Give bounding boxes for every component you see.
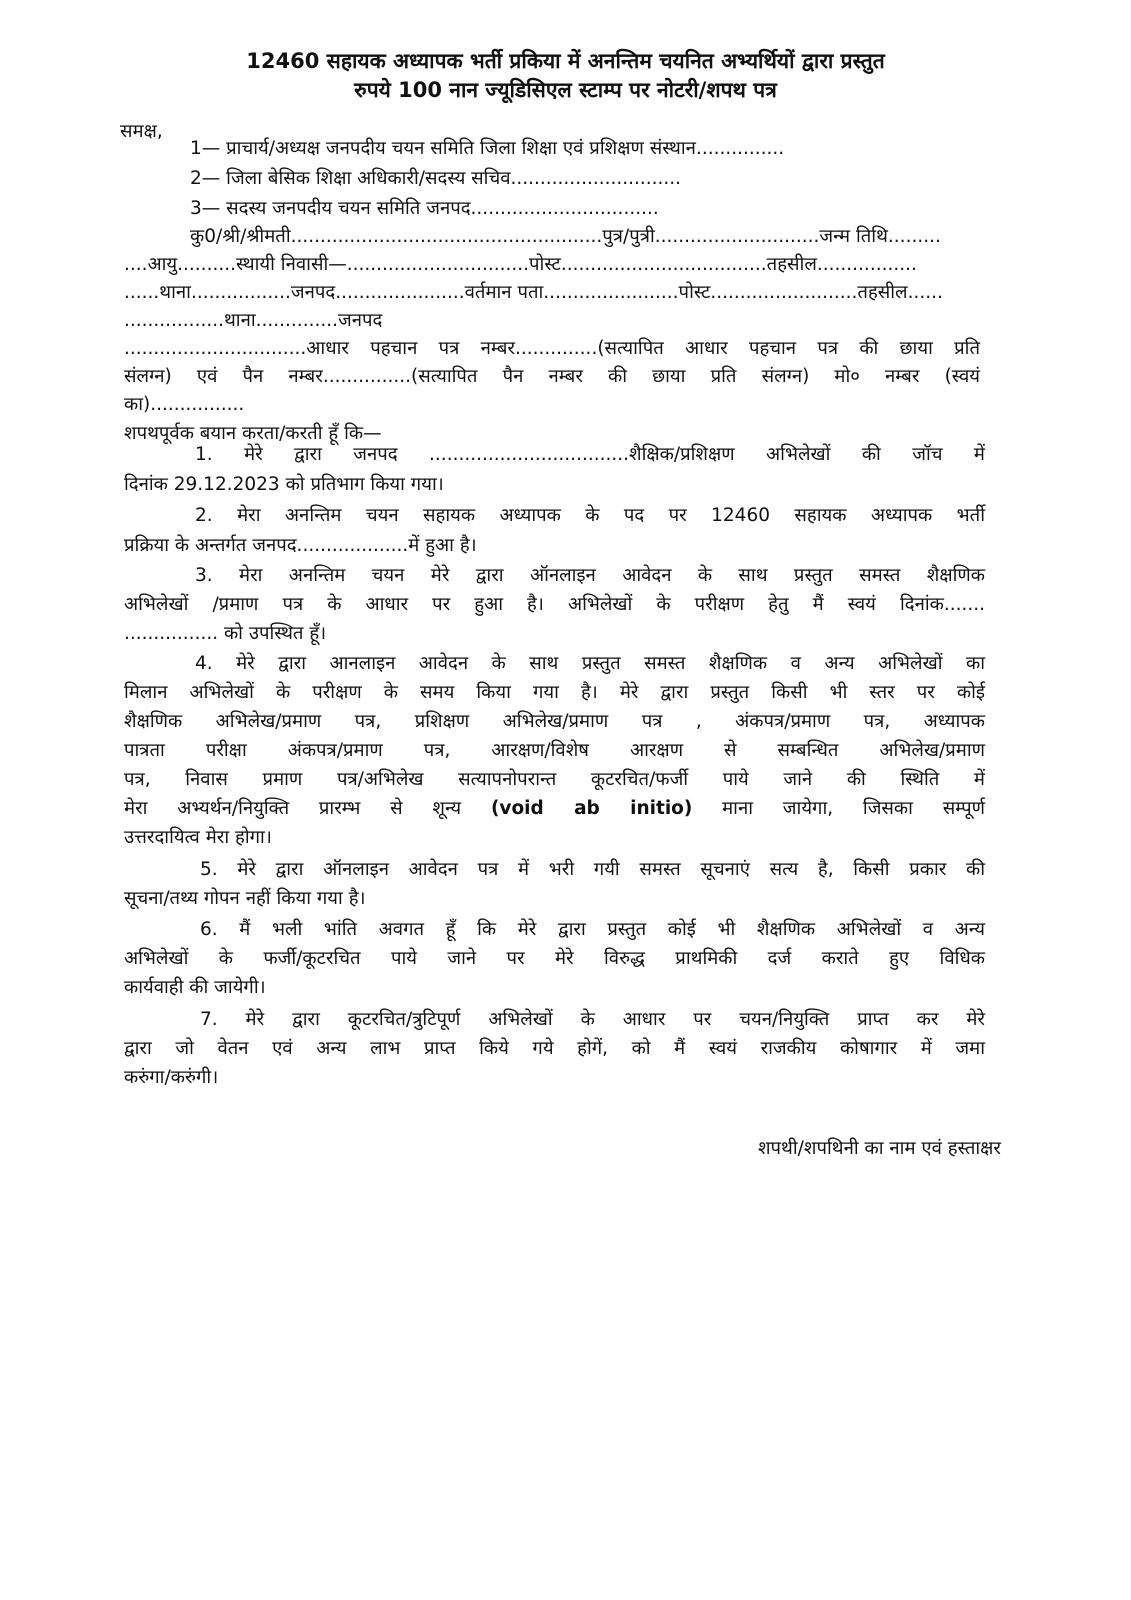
- para-2-line-1: 2. मेरा अनन्तिम चयन सहायक अध्यापक के पद पर 12460 सहायक अध्यापक भर्ती: [195, 505, 985, 526]
- para-1-line-1: 1. मेरे द्वारा जनपद ..................................शैक्षिक/प्रशिक्षण अभिलेखों की जॉच में: [195, 444, 985, 465]
- oath-intro: शपथपूर्वक बयान करता/करती हूँ कि—: [124, 423, 382, 444]
- para-4-line-5: पत्र, निवास प्रमाण पत्र/अभिलेख सत्यापनोपरान्त कूटरचित/फर्जी पाये जाने की स्थिति में: [124, 769, 985, 790]
- details-line-6: संलग्न) एवं पैन नम्बर...............(सत्यापित पैन नम्बर की छाया प्रति संलग्न) मो० नम्बर (स्वयं: [124, 366, 980, 387]
- para-4-line-1: 4. मेरे द्वारा आनलाइन आवेदन के साथ प्रस्तुत समस्त शैक्षणिक व अन्य अभिलेखों का: [195, 653, 985, 674]
- details-line-4: .................थाना..............जनपद: [124, 310, 383, 331]
- addressee-item-2: 2— जिला बेसिक शिक्षा अधिकारी/सदस्य सचिव.............................: [190, 168, 682, 189]
- para-5-line-2: सूचना/तथ्य गोपन नहीं किया गया है।: [124, 888, 366, 909]
- para-4-void-before: मेरा अभ्यर्थन/नियुक्ति प्रारम्भ से शून्य: [124, 798, 491, 819]
- details-line-5: ...............................आधार पहचान पत्र नम्बर..............(सत्यापित आधार पहचान पत्र की छाया प्रति: [124, 338, 980, 359]
- para-6-line-2: अभिलेखों के फर्जी/कूटरचित पाये जाने पर मेरे विरुद्ध प्राथमिकी दर्ज कराते हुए विधिक: [124, 948, 985, 969]
- para-4-line-7: उत्तरदायित्व मेरा होगा।: [124, 827, 272, 848]
- details-line-3: ......थाना.................जनपद......................वर्तमान पता.......................पोस्ट.........................तहसील......: [124, 282, 943, 303]
- details-line-2: ....आयु..........स्थायी निवासी—...............................पोस्ट...................................तहसील.................: [124, 254, 917, 275]
- para-1-line-2: दिनांक 29.12.2023 को प्रतिभाग किया गया।: [124, 474, 444, 495]
- signature-label: शपथी/शपथिनी का नाम एवं हस्ताक्षर: [757, 1138, 1001, 1159]
- details-line-1: कु0/श्री/श्रीमती.....................................................पुत्र/पुत्री............................जन्म तिथि.........: [190, 226, 941, 247]
- para-4-void-after: माना जायेगा, जिसका सम्पूर्ण: [692, 798, 985, 819]
- para-3-line-2: अभिलेखों /प्रमाण पत्र के आधार पर हुआ है। अभिलेखों के परीक्षण हेतु मैं स्वयं दिनांक.......: [124, 594, 985, 615]
- details-line-7: का)................: [124, 394, 245, 415]
- addressee-label: समक्ष,: [120, 121, 163, 142]
- para-4-line-2: मिलान अभिलेखों के परीक्षण के समय किया गया है। मेरे द्वारा प्रस्तुत किसी भी स्तर पर कोई: [124, 682, 985, 703]
- para-4-line-3: शैक्षणिक अभिलेख/प्रमाण पत्र, प्रशिक्षण अभिलेख/प्रमाण पत्र , अंकपत्र/प्रमाण पत्र, अध्यापक: [124, 711, 985, 732]
- para-4-line-4: पात्रता परीक्षा अंकपत्र/प्रमाण पत्र, आरक्षण/विशेष आरक्षण से सम्बन्धित अभिलेख/प्रमाण: [124, 740, 985, 761]
- para-7-line-2: द्वारा जो वेतन एवं अन्य लाभ प्राप्त किये गये होगें, को मैं स्वयं राजकीय कोषागार में जमा: [124, 1038, 985, 1059]
- para-5-line-1: 5. मेरे द्वारा ऑनलाइन आवेदन पत्र में भरी गयी समस्त सूचनाएं सत्य है, किसी प्रकार की: [200, 859, 985, 880]
- para-7-line-1: 7. मेरे द्वारा कूटरचित/त्रुटिपूर्ण अभिलेखों के आधार पर चयन/नियुक्ति प्राप्त कर मेरे: [200, 1009, 985, 1030]
- para-7-line-3: करुंगा/करुंगी।: [124, 1067, 219, 1088]
- addressee-item-3: 3— सदस्य जनपदीय चयन समिति जनपद................................: [190, 198, 659, 219]
- para-3-line-1: 3. मेरा अनन्तिम चयन मेरे द्वारा ऑनलाइन आवेदन के साथ प्रस्तुत समस्त शैक्षणिक: [195, 565, 985, 586]
- para-2-line-2: प्रक्रिया के अन्तर्गत जनपद...................में हुआ है।: [124, 535, 477, 556]
- para-3-line-3: ................ को उपस्थित हूँ।: [124, 623, 327, 644]
- para-4-line-6: [124, 795, 985, 823]
- para-4-void-ab-initio: (void ab initio): [490, 798, 693, 819]
- para-6-line-3: कार्यवाही की जायेगी।: [124, 977, 266, 998]
- document-title-line-1: 12460 सहायक अध्यापक भर्ती प्रकिया में अनन्तिम चयनित अभ्यर्थियों द्वारा प्रस्तुत: [246, 49, 885, 73]
- para-6-line-1: 6. मैं भली भांति अवगत हूँ कि मेरे द्वारा प्रस्तुत कोई भी शैक्षणिक अभिलेखों व अन्य: [200, 919, 985, 940]
- document-title-line-2: रुपये 100 नान ज्यूडिसिएल स्टाम्प पर नोटरी/शपथ पत्र: [354, 78, 777, 102]
- addressee-item-1: 1— प्राचार्य/अध्यक्ष जनपदीय चयन समिति जिला शिक्षा एवं प्रशिक्षण संस्थान...............: [190, 138, 785, 159]
